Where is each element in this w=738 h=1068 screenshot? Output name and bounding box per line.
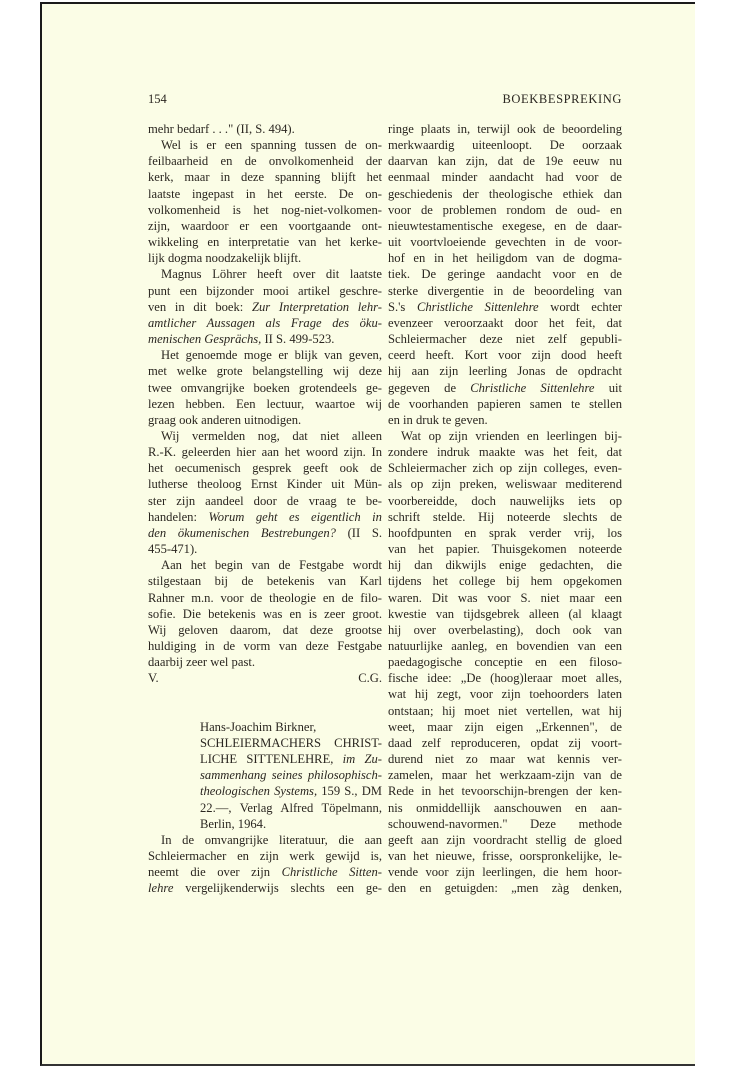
text-line [148, 622, 382, 638]
text-line [148, 412, 382, 428]
text-line [388, 703, 622, 719]
text-segment: ceerd heeft. Kort voor zijn dood heeft [388, 348, 622, 363]
signature-line [148, 670, 382, 686]
text-line [148, 153, 382, 169]
text-segment: met welke grote belangstelling wij deze [148, 364, 382, 379]
text-line [148, 444, 382, 460]
text-line [388, 767, 622, 783]
text-segment: vergelijkenderwijs slechts een ge- [173, 881, 382, 896]
text-line [148, 525, 382, 541]
text-line [148, 186, 382, 202]
text-segment: huldiging in de vorm van deze Festgabe [148, 639, 382, 653]
text-segment: stilgestaan bij de betekenis van Karl [148, 574, 382, 589]
italic-text: Christliche Sittenlehre [416, 299, 539, 314]
text-line [148, 460, 382, 476]
text-line [388, 606, 622, 622]
text-segment: S.'s [388, 299, 417, 314]
text-line [388, 864, 622, 880]
text-segment: hij over overbelasting), doch ook van [388, 622, 622, 637]
text-line [388, 169, 622, 185]
text-segment: (II S. [335, 525, 382, 540]
text-segment: lezen hebben. Een lectuur, waartoe wij [148, 396, 382, 411]
text-segment: hoofdpunten en sprak verder vrij, los [388, 525, 622, 540]
bibliographic-entry-line [200, 767, 382, 783]
text-segment: wordt echter [538, 299, 622, 314]
text-segment: daarbij zeer wel past. [148, 655, 255, 670]
text-segment: In de omvangrijke literatuur, die aan [161, 832, 382, 847]
text-segment: voor de problemen rondom de oud- en [388, 202, 622, 217]
text-segment: daad zelf reproduceren, opdat zij voort- [388, 735, 622, 750]
text-line [388, 363, 622, 379]
text-segment: eenmaal minder aandacht had voor de [388, 170, 622, 185]
text-line [388, 234, 622, 250]
text-line [388, 266, 622, 282]
italic-text: sammenhang seines philosophisch- [200, 768, 382, 783]
text-line [148, 832, 382, 848]
text-segment: mehr bedarf . . ." (II, S. 494). [148, 122, 295, 136]
text-line [148, 121, 382, 137]
text-line [148, 654, 382, 670]
text-segment: geeft aan zijn voordracht stellig de gloed [388, 832, 622, 847]
text-segment: schrift stelde. Hij noteerde slechts de [388, 509, 622, 524]
italic-text: Christliche Sittenlehre [470, 380, 595, 395]
text-segment: Rahner m.n. voor de theologie en de filo- [148, 590, 382, 605]
text-segment: waren. Dit was voor S. niet maar een [388, 590, 622, 605]
text-segment: lijk dogma noodzakelijk blijft. [148, 251, 302, 266]
text-segment: Aan het begin van de Festgabe wordt [161, 558, 382, 573]
text-segment: Het genoemde moge er blijk van geven, [161, 348, 382, 363]
text-segment: voorbereidde, doch nauwelijks iets op [388, 493, 622, 508]
text-line [388, 800, 622, 816]
text-segment: uit voortvloeiende gevechten in de voor- [388, 235, 622, 250]
italic-text: im Zu- [342, 752, 382, 767]
text-line [148, 573, 382, 589]
text-segment: sterke divergentie in de beoordeling van [388, 283, 622, 298]
text-line [388, 460, 622, 476]
text-line [148, 347, 382, 363]
text-segment: LICHE SITTENLEHRE, [200, 752, 343, 767]
text-segment: Wij vermelden nog, dat niet alleen [161, 428, 382, 443]
text-line [388, 444, 622, 460]
text-line [388, 638, 622, 654]
text-line [148, 331, 382, 347]
text-line [148, 590, 382, 606]
italic-text: theologischen Systems, [200, 784, 318, 799]
text-segment: R.-K. geleerden hier aan het woord zijn. In [148, 445, 382, 460]
text-line [388, 573, 622, 589]
text-segment: 159 S., DM [317, 784, 382, 799]
text-segment: ontstaan; hij moet niet vertellen, wat hij [388, 703, 622, 718]
text-segment: hof en in het heiligdom van de dogma- [388, 251, 622, 266]
text-segment: weet, maar zijn eigen „Erkennen", de [388, 719, 622, 734]
text-line [388, 396, 622, 412]
text-segment: feilbaarheid en de onvolkomenheid der [148, 154, 382, 169]
text-segment: evenzeer veroorzaakt door het feit, dat [388, 315, 622, 330]
text-line [388, 331, 622, 347]
text-line [388, 783, 622, 799]
text-line [148, 638, 382, 654]
text-line [388, 218, 622, 234]
italic-text: lehre [148, 881, 174, 896]
text-line [388, 186, 622, 202]
bibliographic-entry-line [200, 751, 382, 767]
text-line [388, 137, 622, 153]
text-segment: twee omvangrijke boeken grotendeels ge- [148, 380, 382, 395]
text-line [388, 541, 622, 557]
text-segment: natuurlijke aanleg, en bovendien van een [388, 639, 622, 653]
text-segment: het oecumenisch gesprek geeft ook de [148, 461, 382, 476]
text-line [388, 476, 622, 492]
text-segment: II S. 499-523. [261, 332, 335, 347]
text-segment: Berlin, 1964. [200, 816, 267, 831]
text-segment: SCHLEIERMACHERS CHRIST- [200, 735, 382, 750]
text-segment: nieuwtestamentische exegese, en de daar- [388, 218, 622, 233]
text-line [148, 283, 382, 299]
text-line [148, 363, 382, 379]
text-segment: tijdens het college bij hem opgekomen [388, 574, 622, 589]
text-line [148, 703, 382, 719]
text-segment: V. [148, 671, 159, 686]
text-line [388, 816, 622, 832]
text-segment: de voorhanden papieren samen te stellen [388, 396, 622, 411]
text-line [148, 250, 382, 266]
text-segment: durend niet zo maar wat kennis ver- [388, 752, 622, 767]
text-line [148, 864, 382, 880]
text-line [388, 250, 622, 266]
text-line [148, 848, 382, 864]
text-line [148, 686, 382, 702]
text-segment: paedagogische conceptie en een filoso- [388, 655, 622, 670]
text-segment: Schleiermacher zich op zijn colleges, even- [388, 461, 622, 476]
text-segment: wat hij zegt, voor zijn toehoorders laten [388, 687, 622, 702]
text-line [388, 299, 622, 315]
text-line [148, 266, 382, 282]
text-segment: den en getuigden: „men zàg denken, [388, 881, 622, 896]
text-line [388, 283, 622, 299]
bibliographic-entry-line [200, 735, 382, 751]
text-segment: Schleiermacher deze niet zelf gepubli- [388, 332, 622, 347]
text-segment: hij dan dikwijls enige gedachten, die [388, 558, 622, 573]
text-segment: zondere indruk maakte was het feit, dat [388, 445, 622, 460]
text-segment: Hans-Joachim Birkner, [200, 719, 317, 734]
text-line [148, 476, 382, 492]
italic-text: den ökumenischen Bestrebungen? [148, 525, 336, 540]
text-line [388, 153, 622, 169]
text-line [148, 169, 382, 185]
text-line [388, 670, 622, 686]
text-line [388, 832, 622, 848]
text-line [388, 412, 622, 428]
text-segment: nis onmiddellijk aanschouwen en aan- [388, 800, 622, 815]
text-line [388, 751, 622, 767]
text-segment: lutherse theoloog Ernst Kinder uit Mün- [148, 477, 382, 492]
text-segment: uit [594, 380, 622, 395]
text-line [148, 396, 382, 412]
text-segment: C.G. [358, 671, 382, 686]
text-line [388, 428, 622, 444]
bibliographic-entry-line [200, 816, 382, 832]
text-segment: merkwaardig uiteenloopt. De oorzaak [388, 138, 622, 153]
text-segment: neemt die over zijn [148, 865, 282, 880]
text-line [148, 137, 382, 153]
text-segment: ven in dit boek: [148, 299, 252, 314]
text-line [388, 848, 622, 864]
text-segment: tiek. De geringe aandacht voor en de [388, 267, 622, 282]
text-line [148, 380, 382, 396]
text-line [148, 428, 382, 444]
text-segment: ster zijn aandeel door de vraag te be- [148, 493, 382, 508]
left-column [148, 121, 382, 897]
text-segment: geschiedenis der theologische ethiek dan [388, 186, 622, 201]
text-segment: gegeven de [388, 380, 471, 395]
text-line [148, 557, 382, 573]
text-line [388, 719, 622, 735]
text-line [148, 541, 382, 557]
bibliographic-entry-line [200, 783, 382, 799]
text-segment: handelen: [148, 509, 209, 524]
text-line [388, 202, 622, 218]
text-line [148, 606, 382, 622]
page-number: 154 [148, 92, 167, 106]
text-segment: van het papier. Thuisgekomen noteerde [388, 542, 622, 557]
text-segment: hij aan zijn leerling Jonas de opdracht [388, 364, 622, 379]
text-segment: Wij geloven daarom, dat deze grootse [148, 622, 382, 637]
text-segment: Wat op zijn vrienden en leerlingen bij- [401, 428, 622, 443]
text-segment: vende voor zijn leerlingen, die hem hoor- [388, 865, 622, 880]
text-line [148, 493, 382, 509]
text-line [148, 315, 382, 331]
text-line [388, 121, 622, 137]
text-line [388, 686, 622, 702]
text-line [388, 380, 622, 396]
text-segment: fische idee: „De (hoog)leraar moet alles, [388, 671, 622, 686]
text-segment: Magnus Löhrer heeft over dit laatste [161, 267, 382, 282]
text-segment: 22.—, Verlag Alfred Töpelmann, [200, 800, 382, 815]
text-segment: graag ook anderen uitnodigen. [148, 412, 302, 427]
bibliographic-entry-line [200, 719, 382, 735]
text-line [148, 234, 382, 250]
text-segment: sofie. Die betekenis was en is zeer groot. [148, 606, 382, 621]
text-line [148, 880, 382, 896]
text-segment: kerk, maar in deze spanning blijft het [148, 170, 382, 185]
text-segment: Rede in het tevoorschijn-brengen der ken- [388, 784, 622, 799]
italic-text: Worum geht es eigentlich in [208, 509, 382, 524]
italic-text: amtlicher Aussagen als Frage des öku- [148, 315, 382, 330]
text-line [388, 735, 622, 751]
text-line [388, 880, 622, 896]
text-line [148, 202, 382, 218]
text-line [148, 218, 382, 234]
text-segment: schouwend-navormen." Deze methode [388, 816, 622, 831]
text-line [388, 557, 622, 573]
text-segment: ringe plaats in, terwijl ook de beoordeling [388, 122, 622, 136]
text-line [388, 347, 622, 363]
text-segment: en in druk te geven. [388, 412, 488, 427]
italic-text: Christliche Sitten- [281, 865, 382, 880]
text-line [388, 590, 622, 606]
text-line [388, 654, 622, 670]
text-segment: 455-471). [148, 542, 198, 557]
text-segment: als op zijn preken, weliswaar mediterend [388, 477, 622, 492]
italic-text: menischen Gesprächs, [148, 332, 262, 347]
text-segment: zamelen, maar het werkzaam-zijn van de [388, 768, 622, 783]
text-line [148, 509, 382, 525]
right-column [388, 121, 622, 897]
text-segment: Schleiermacher en zijn werk gewijd is, [148, 849, 382, 864]
text-segment: volkomenheid is het nog-niet-volkomen- [148, 202, 382, 217]
text-segment: daarvan kan zijn, dat de 19e eeuw nu [388, 154, 622, 169]
text-segment: punt een bijzonder mooi artikel geschre- [148, 283, 382, 298]
text-segment: Wel is er een spanning tussen de on- [161, 138, 382, 153]
text-segment: kwestie van tijdsgebrek alleen (al klaagt [388, 606, 622, 621]
running-title: BOEKBESPREKING [502, 92, 622, 106]
text-segment: wikkeling en interpretatie van het kerke- [148, 235, 382, 250]
bibliographic-entry-line [200, 800, 382, 816]
text-line [388, 315, 622, 331]
text-line [388, 525, 622, 541]
text-line [388, 622, 622, 638]
text-line [388, 493, 622, 509]
text-line [148, 299, 382, 315]
text-segment: laatste ingepast in het eerste. De on- [148, 186, 382, 201]
text-line [388, 509, 622, 525]
text-segment: van het nieuwe, frisse, oorspronkelijke, le- [388, 849, 622, 864]
italic-text: Zur Interpretation lehr- [252, 299, 382, 314]
text-segment: zijn, waardoor er een voortgaande ont- [148, 218, 382, 233]
